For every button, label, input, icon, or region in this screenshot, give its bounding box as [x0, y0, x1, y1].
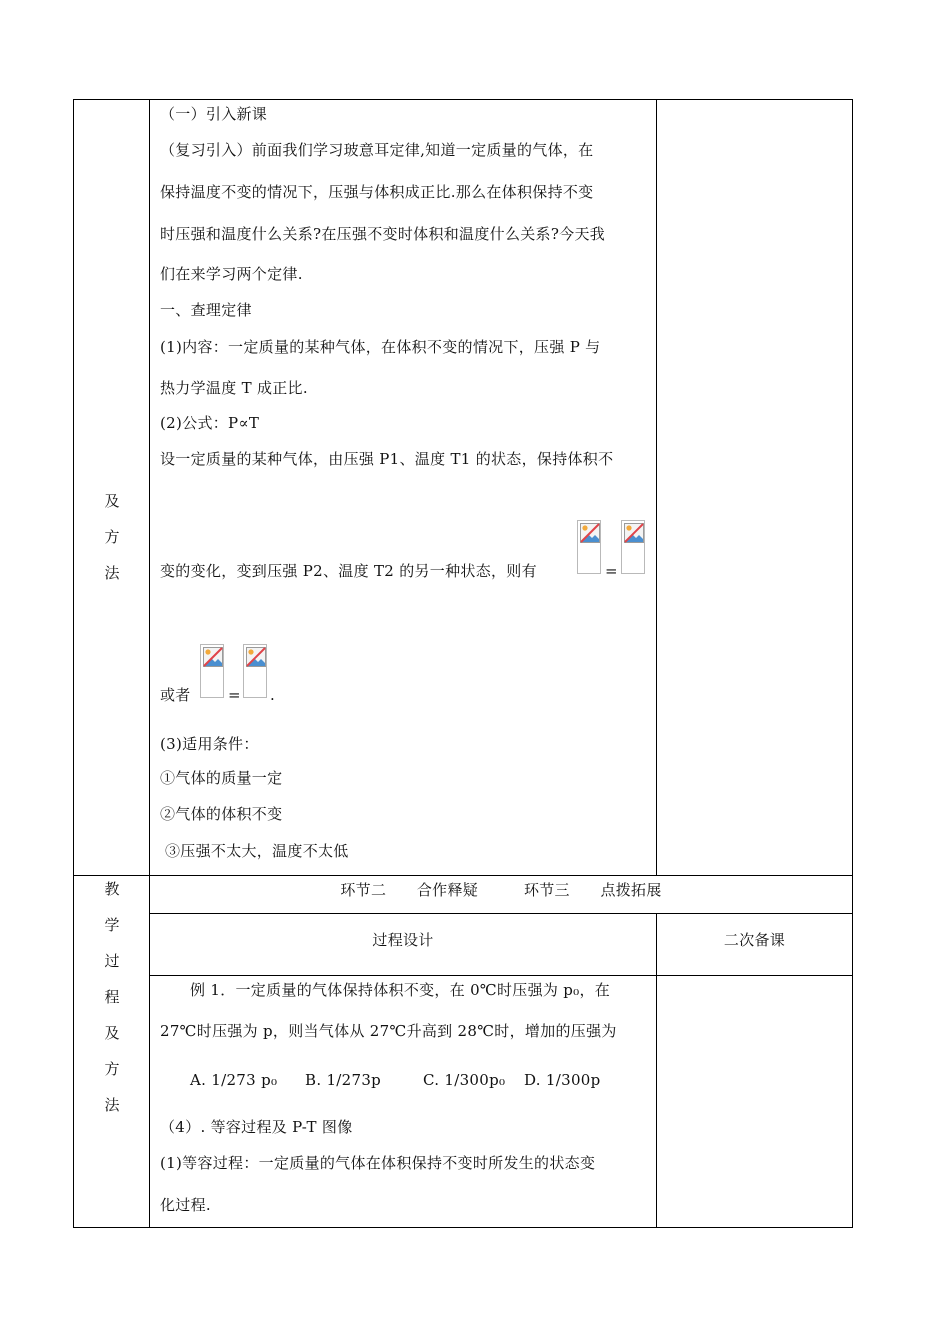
example-line: 27℃时压强为 p，则当气体从 27℃升高到 28℃时，增加的压强为 — [160, 1022, 617, 1040]
label-char: 及 — [104, 492, 120, 510]
lower-backup-divider — [656, 913, 657, 1228]
table-right-border — [852, 99, 853, 1228]
condition-item: ③压强不太大，温度不太低 — [165, 842, 349, 860]
section-heading: （一）引入新课 — [160, 105, 268, 123]
label-char: 法 — [104, 564, 120, 582]
option-a: A. 1/273 p₀ — [190, 1071, 278, 1089]
paragraph-line: 设一定质量的某种气体，由压强 P1、温度 T1 的状态，保持体积不 — [160, 450, 614, 468]
formula-image-placeholder — [200, 644, 224, 698]
column-header-divider — [149, 975, 853, 976]
label-char: 方 — [104, 528, 120, 546]
paragraph-line: (1)内容：一定质量的某种气体，在体积不变的情况下，压强 P 与 — [160, 338, 601, 356]
stage-header-divider — [149, 913, 853, 914]
option-c: C. 1/300p₀ — [423, 1071, 506, 1089]
example-line: 例 1．一定质量的气体保持体积不变，在 0℃时压强为 p₀，在 — [190, 981, 611, 999]
label-char: 程 — [104, 988, 120, 1006]
label-char: 及 — [104, 1024, 120, 1042]
paragraph-line: （复习引入）前面我们学习玻意耳定律,知道一定质量的气体，在 — [160, 141, 594, 159]
condition-item: ①气体的质量一定 — [160, 769, 283, 787]
broken-image-icon — [580, 523, 600, 543]
paragraph-line: (1)等容过程：一定质量的气体在体积保持不变时所发生的状态变 — [160, 1154, 596, 1172]
section-divider — [73, 875, 853, 876]
process-design-header: 过程设计 — [372, 931, 434, 949]
law-heading: 一、查理定律 — [160, 301, 252, 319]
condition-heading: (3)适用条件： — [160, 735, 259, 753]
label-char: 方 — [104, 1060, 120, 1078]
formula-image-placeholder — [243, 644, 267, 698]
table-bottom-border — [73, 1227, 853, 1228]
formula-image-placeholder — [621, 520, 645, 574]
backup-lesson-header: 二次备课 — [723, 931, 786, 949]
formula-image-placeholder — [577, 520, 601, 574]
label-char: 过 — [104, 952, 120, 970]
equals-sign: = — [228, 686, 241, 704]
paragraph-line: 变的变化，变到压强 P2、温度 T2 的另一种状态，则有 — [160, 562, 537, 580]
broken-image-icon — [246, 647, 266, 667]
paragraph-line: 热力学温度 T 成正比. — [160, 379, 308, 397]
paragraph-line: 保持温度不变的情况下，压强与体积成正比.那么在体积保持不变 — [160, 183, 594, 201]
upper-backup-divider — [656, 99, 657, 875]
formula-line: (2)公式：P∝T — [160, 414, 260, 432]
label-char: 法 — [104, 1096, 120, 1114]
broken-image-icon — [624, 523, 644, 543]
equals-sign: = — [605, 562, 618, 580]
stage-header: 环节二 合作释疑 环节三 点拨拓展 — [340, 881, 662, 899]
subsection-heading: （4）. 等容过程及 P-T 图像 — [160, 1118, 353, 1136]
paragraph-line: 们在来学习两个定律. — [160, 265, 303, 283]
label-char: 学 — [104, 916, 120, 934]
paragraph-line: 时压强和温度什么关系?在压强不变时体积和温度什么关系?今天我 — [160, 225, 606, 243]
label-char: 教 — [104, 880, 120, 898]
option-b: B. 1/273p — [305, 1071, 382, 1089]
broken-image-icon — [203, 647, 223, 667]
condition-item: ②气体的体积不变 — [160, 805, 283, 823]
period: . — [270, 686, 276, 704]
table-top-border — [73, 99, 853, 100]
option-d: D. 1/300p — [524, 1071, 601, 1089]
paragraph-line: 或者 — [160, 686, 191, 704]
paragraph-line: 化过程. — [160, 1196, 211, 1214]
